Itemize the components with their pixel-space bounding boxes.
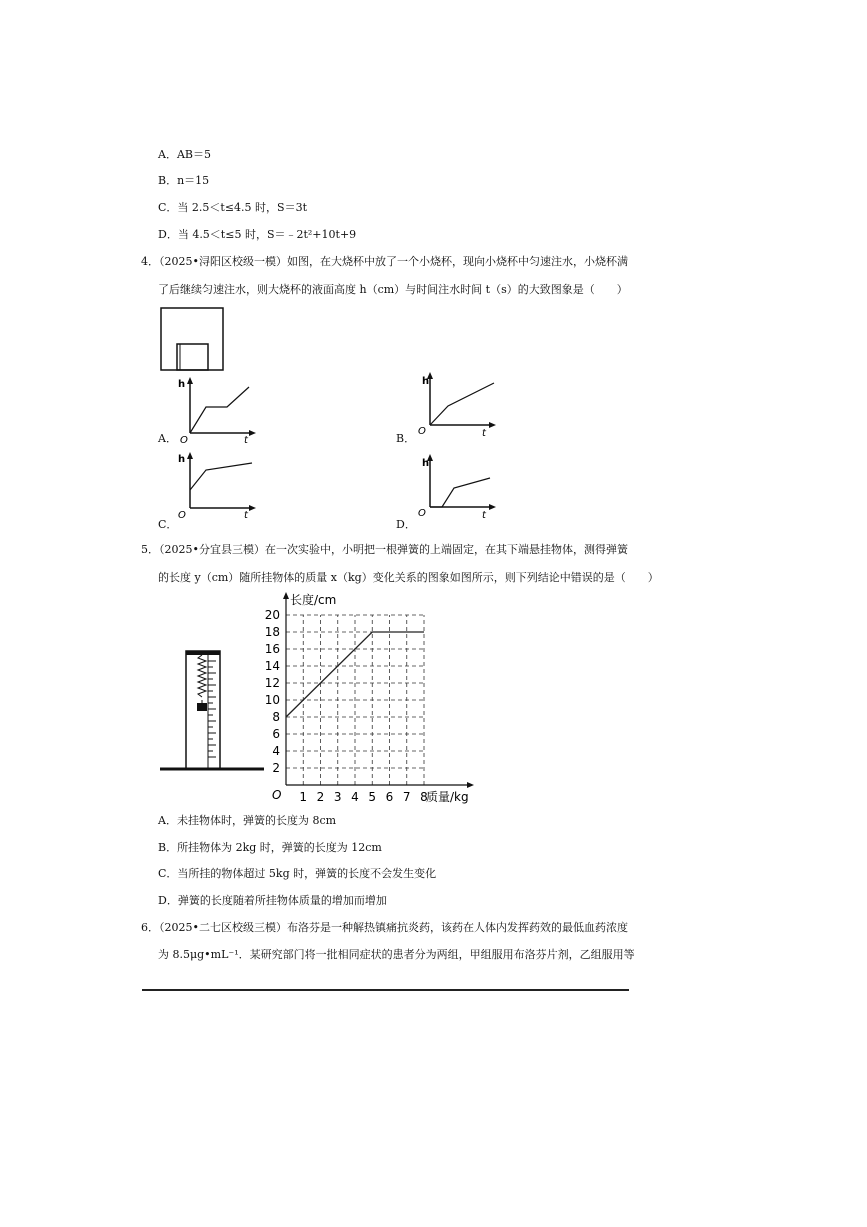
y-axis-label: 长度/cm [290,593,337,607]
graph-c-axis-x: t [244,510,248,521]
origin-label: O [272,788,282,802]
y-tick-label: 4 [272,744,280,758]
beaker-figure [158,306,228,372]
y-tick-label: 14 [264,659,280,673]
graph-a-origin: O [180,435,188,445]
q4-label-b: B． [396,432,416,445]
y-tick-label: 20 [264,608,280,622]
spring-apparatus-figure [158,645,268,775]
y-tick-label: 18 [264,625,280,639]
graph-a-axis-x: t [244,435,248,445]
graph-b-axis-y: h [422,376,430,387]
y-tick-label: 12 [264,676,280,690]
y-tick-label: 8 [272,710,280,724]
q3-option-d: D．当 4.5＜t≤5 时，S＝﹣2t²+10t+9 [158,228,357,241]
x-tick-label: 6 [385,790,394,804]
y-tick-label: 16 [264,642,280,656]
graph-a [172,375,262,445]
graph-a-axis-y: h [178,379,186,390]
q5-option-d: D．弹簧的长度随着所挂物体质量的增加而增加 [158,894,387,907]
y-axis-arrow [283,592,289,599]
graph-d [412,452,502,522]
q5-stem-line2: 的长度 y（cm）随所挂物体的质量 x（kg）变化关系的图象如图所示，则下列结论中错误的是（ ） [158,571,659,584]
y-tick-label: 10 [264,693,280,707]
x-tick-label: 2 [316,790,325,804]
y-tick-label: 6 [272,727,280,741]
x-tick-label: 5 [368,790,377,804]
q3-option-c: C．当 2.5＜t≤4.5 时，S＝3t [158,201,307,214]
q6-stem-line1: 6．（2025•二七区校级三模）布洛芬是一种解热镇痛抗炎药，该药在人体内发挥药效的最低血药浓度 [141,921,628,934]
graph-d-axis-y: h [422,458,430,469]
graph-c-axis-y: h [178,454,186,465]
y-tick-label: 2 [272,761,280,775]
q5-stem-line1: 5．（2025•分宜县三模）在一次实验中，小明把一根弹簧的上端固定，在其下端悬挂物体，测得弹簧 [141,543,628,556]
x-tick-label: 1 [299,790,308,804]
x-tick-label: 4 [351,790,359,804]
graph-d-origin: O [418,508,426,519]
spring-length-chart [258,588,478,810]
graph-c [172,450,262,522]
graph-c-origin: O [178,510,186,521]
x-tick-label: 7 [402,790,411,804]
x-tick-label: 3 [333,790,342,804]
q3-option-a: A．AB＝5 [158,148,211,161]
x-tick-label: 8 [420,790,428,804]
q4-label-a: A． [158,432,177,445]
graph-d-axis-x: t [482,510,486,521]
q5-option-c: C．当所挂的物体超过 5kg 时，弹簧的长度不会发生变化 [158,867,437,880]
q3-option-b: B．n＝15 [158,174,210,187]
q4-stem-line2: 了后继续匀速注水，则大烧杯的液面高度 h（cm）与时间注水时间 t（s）的大致图象是（ ） [158,283,628,296]
graph-b-axis-x: t [482,428,486,439]
graph-b [412,370,502,440]
x-axis-arrow [467,782,474,788]
q6-stem-line2: 为 8.5μg•mL⁻¹．某研究部门将一批相同症状的患者分为两组，甲组服用布洛芬片剂，乙组服用等 [158,948,635,961]
q4-stem-line1: 4．（2025•浔阳区校级一模）如图，在大烧杯中放了一个小烧杯，现向小烧杯中匀速注水，小烧杯满 [141,255,628,268]
q5-option-a: A．未挂物体时，弹簧的长度为 8cm [158,814,337,827]
q4-label-c: C． [158,518,178,531]
q4-label-d: D． [396,518,416,531]
graph-b-origin: O [418,426,426,437]
page-divider [142,989,629,991]
q5-option-b: B．所挂物体为 2kg 时，弹簧的长度为 12cm [158,841,382,854]
x-axis-label: 质量/kg [426,790,469,804]
